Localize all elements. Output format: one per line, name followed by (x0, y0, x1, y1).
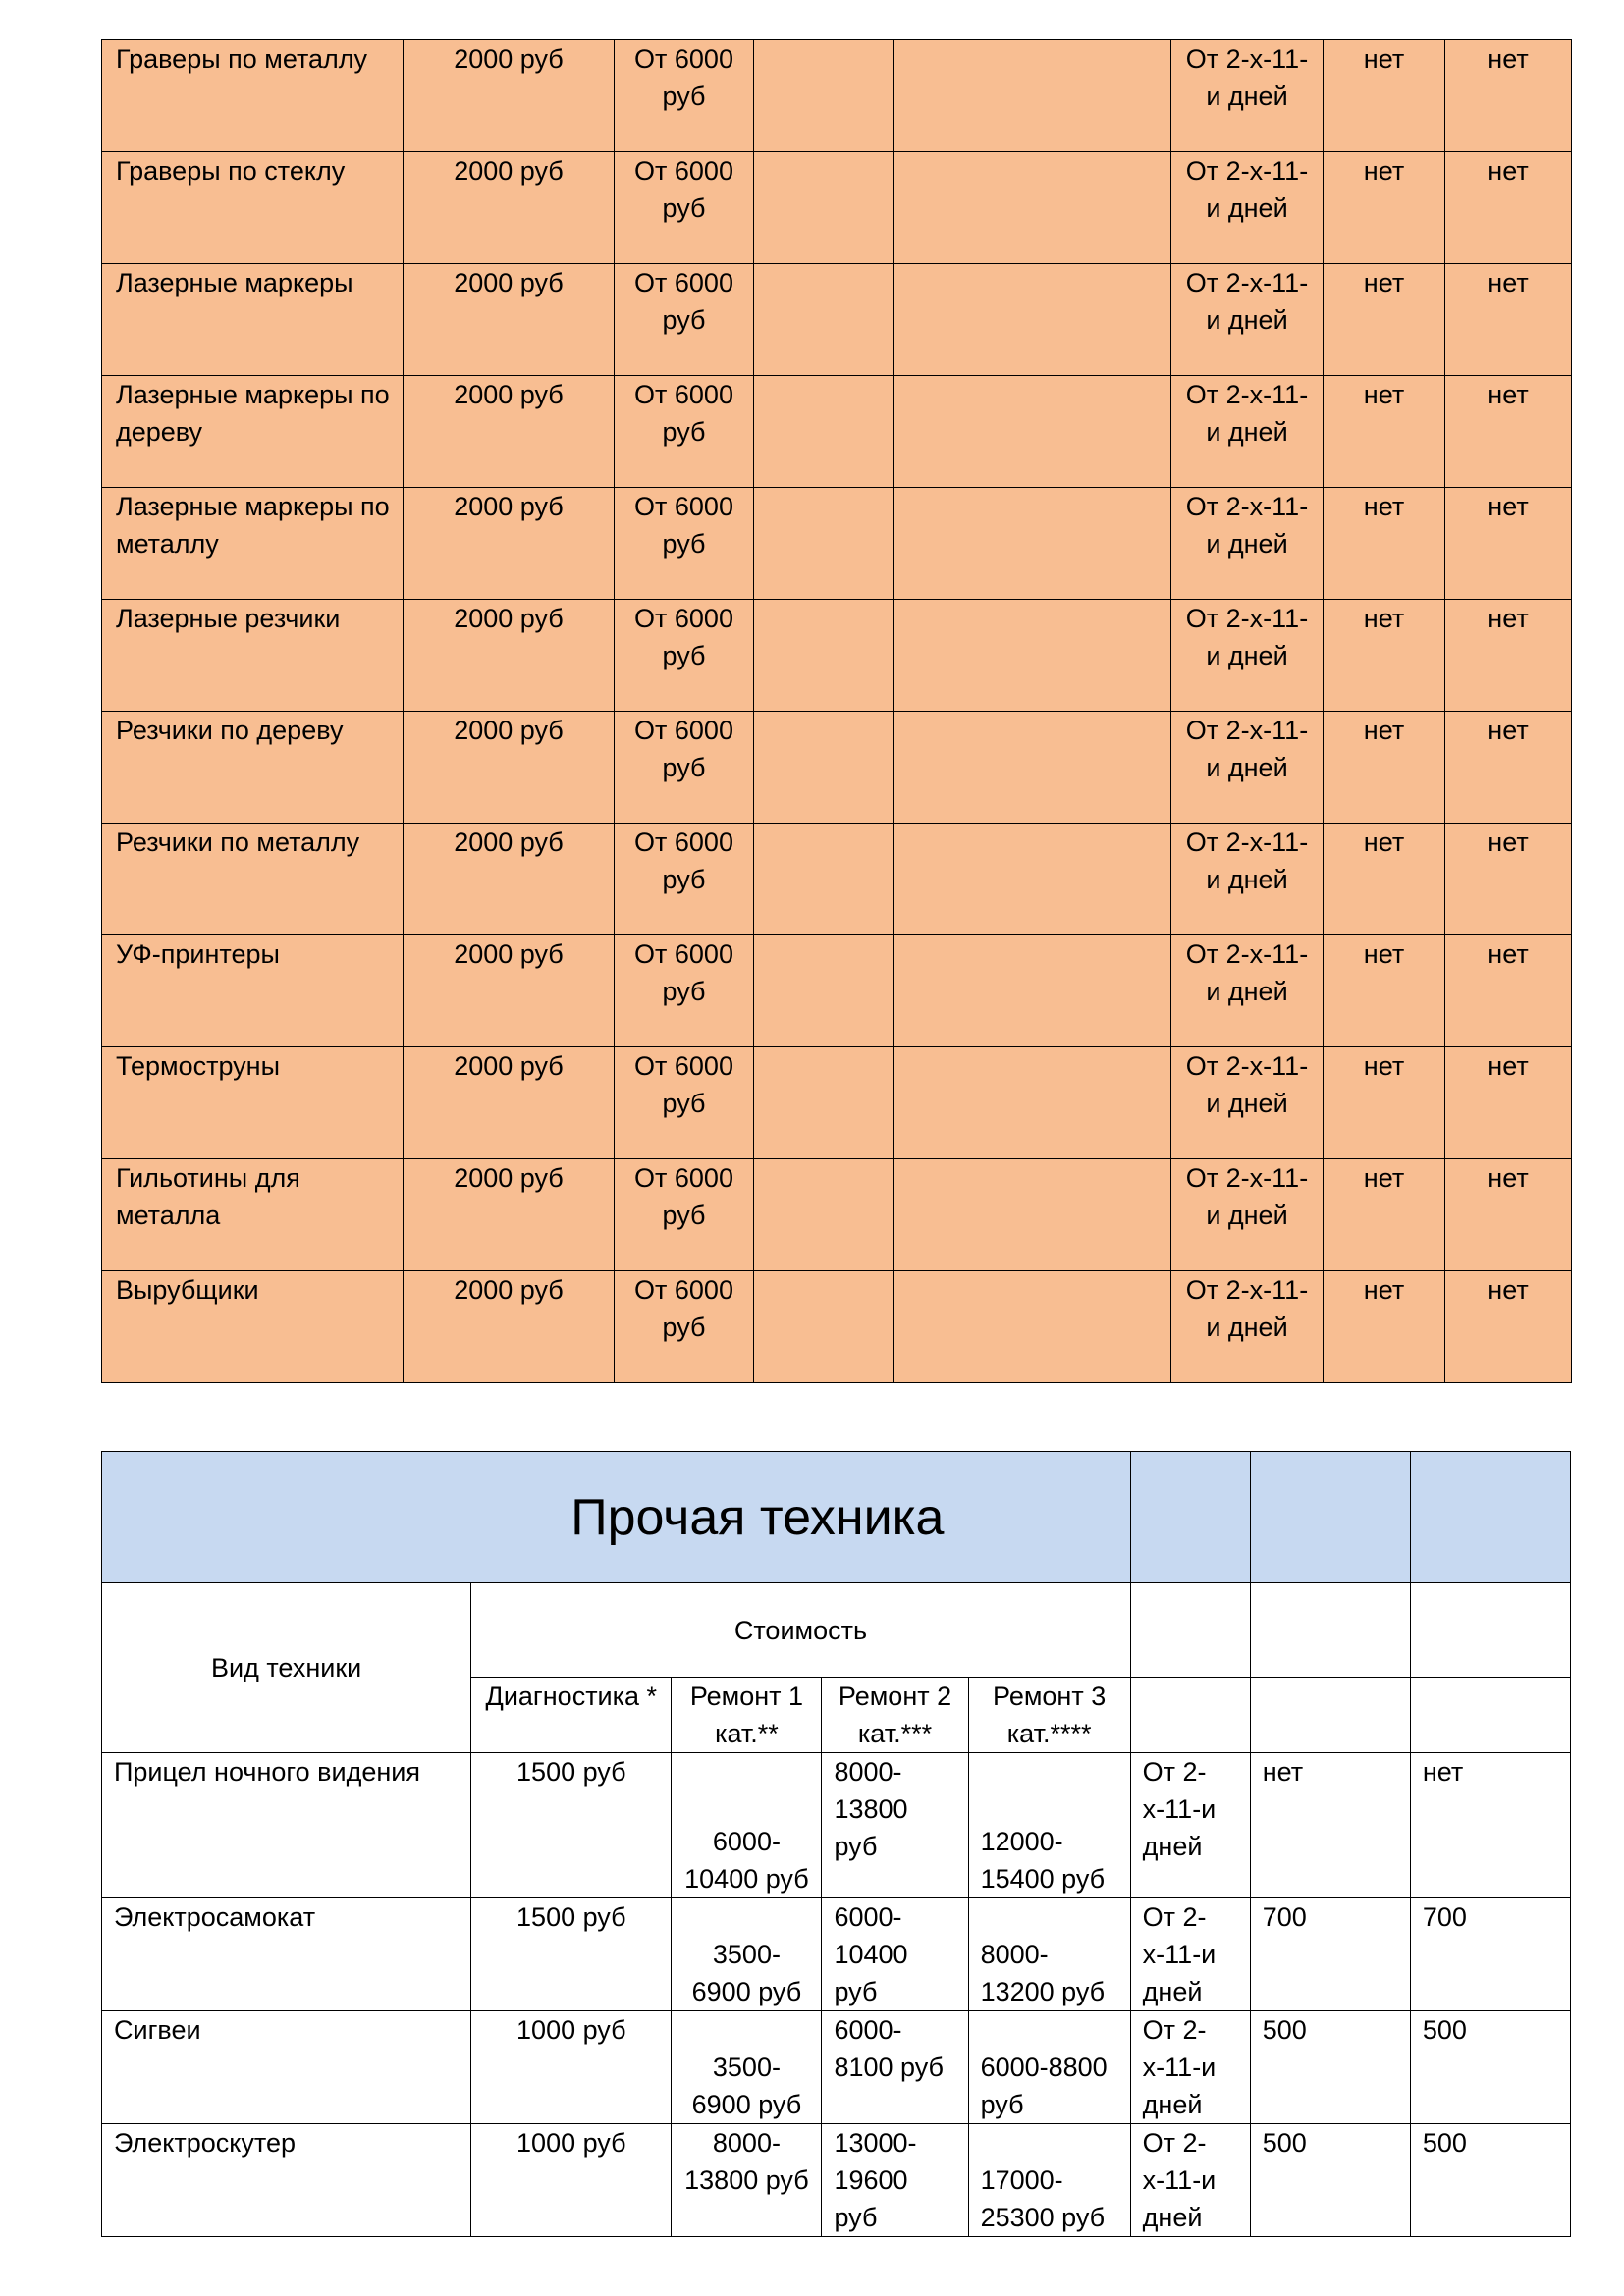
diagnostics-price: 1500 руб (471, 1753, 672, 1898)
repair-term: От 2-х-11-и дней (1130, 2011, 1250, 2124)
repair-1-price: От 6000 руб (615, 488, 754, 600)
repair-term: От 2-х-11-и дней (1171, 40, 1324, 152)
col-8-value: 500 (1250, 2124, 1410, 2237)
repair-1-price: 3500-6900 руб (672, 1898, 822, 2011)
row-name: Термоструны (102, 1047, 404, 1159)
repair-term: От 2-х-11-и дней (1130, 1898, 1250, 2011)
repair-2-price (754, 40, 894, 152)
col-8-value: нет (1324, 600, 1445, 712)
repair-3-price (894, 40, 1171, 152)
diagnostics-price: 2000 руб (404, 600, 615, 712)
row-name: Резчики по металлу (102, 824, 404, 935)
row-name: Электроскутер (102, 2124, 471, 2237)
repair-3-price: 17000-25300 руб (968, 2124, 1130, 2237)
repair-3-price (894, 1271, 1171, 1383)
repair-2-price: 8000-13800 руб (822, 1753, 968, 1898)
col-8-value: нет (1324, 1271, 1445, 1383)
col-9-value: 500 (1410, 2124, 1570, 2237)
col-header-repair-3: Ремонт 3 кат.**** (968, 1678, 1130, 1753)
col-9-value: нет (1445, 712, 1572, 824)
row-name: Лазерные маркеры по металлу (102, 488, 404, 600)
repair-2-price (754, 264, 894, 376)
col-8-value: нет (1324, 1047, 1445, 1159)
repair-term: От 2-х-11-и дней (1171, 1047, 1324, 1159)
row-name: Граверы по металлу (102, 40, 404, 152)
header-row (102, 1583, 1571, 1678)
col-header-cost: Стоимость (471, 1583, 1130, 1678)
col-8-value: 500 (1250, 2011, 1410, 2124)
col-9-value: нет (1445, 376, 1572, 488)
repair-3-price (894, 376, 1171, 488)
diagnostics-price: 2000 руб (404, 488, 615, 600)
equipment-price-table (101, 39, 1572, 1383)
repair-3-price (894, 488, 1171, 600)
table-row (102, 488, 1572, 600)
repair-2-price (754, 1271, 894, 1383)
col-header-diagnostics: Диагностика * (471, 1678, 672, 1753)
repair-3-price (894, 264, 1171, 376)
col-header-repair-1: Ремонт 1 кат.** (672, 1678, 822, 1753)
repair-3-price: 8000-13200 руб (968, 1898, 1130, 2011)
col-8-value: нет (1324, 1159, 1445, 1271)
repair-2-price: 6000-8100 руб (822, 2011, 968, 2124)
table-row (102, 1047, 1572, 1159)
col-8-value: нет (1324, 264, 1445, 376)
col-9-value: 700 (1410, 1898, 1570, 2011)
repair-1-price: От 6000 руб (615, 600, 754, 712)
table-row (102, 1271, 1572, 1383)
row-name: Прицел ночного видения (102, 1753, 471, 1898)
diagnostics-price: 2000 руб (404, 1271, 615, 1383)
table-row (102, 1753, 1571, 1898)
diagnostics-price: 2000 руб (404, 264, 615, 376)
repair-term: От 2-х-11-и дней (1130, 1753, 1250, 1898)
row-name: Сигвеи (102, 2011, 471, 2124)
repair-2-price (754, 1159, 894, 1271)
repair-2-price (754, 824, 894, 935)
col-9-value: нет (1445, 600, 1572, 712)
repair-term: От 2-х-11-и дней (1171, 488, 1324, 600)
table-row (102, 2124, 1571, 2237)
table-row (102, 376, 1572, 488)
repair-term: От 2-х-11-и дней (1171, 712, 1324, 824)
repair-2-price (754, 600, 894, 712)
col-9-value: нет (1445, 152, 1572, 264)
col-9-value: нет (1445, 264, 1572, 376)
repair-1-price: От 6000 руб (615, 824, 754, 935)
repair-3-price (894, 152, 1171, 264)
col-8-value: нет (1324, 40, 1445, 152)
repair-term: От 2-х-11-и дней (1130, 2124, 1250, 2237)
repair-2-price (754, 935, 894, 1047)
col-9-value: нет (1445, 935, 1572, 1047)
repair-1-price: От 6000 руб (615, 1271, 754, 1383)
table-row (102, 40, 1572, 152)
col-9-value: нет (1445, 488, 1572, 600)
row-name: Лазерные маркеры (102, 264, 404, 376)
row-name: УФ-принтеры (102, 935, 404, 1047)
repair-term: От 2-х-11-и дней (1171, 264, 1324, 376)
repair-2-price (754, 1047, 894, 1159)
row-name: Гильотины для металла (102, 1159, 404, 1271)
repair-1-price: 3500-6900 руб (672, 2011, 822, 2124)
col-8-value: нет (1324, 824, 1445, 935)
diagnostics-price: 2000 руб (404, 935, 615, 1047)
repair-3-price (894, 600, 1171, 712)
repair-3-price: 6000-8800 руб (968, 2011, 1130, 2124)
repair-term: От 2-х-11-и дней (1171, 1159, 1324, 1271)
repair-term: От 2-х-11-и дней (1171, 824, 1324, 935)
col-8-value: нет (1324, 152, 1445, 264)
col-8-value: нет (1324, 376, 1445, 488)
table-title-row (102, 1452, 1571, 1583)
diagnostics-price: 1500 руб (471, 1898, 672, 2011)
row-name: Вырубщики (102, 1271, 404, 1383)
repair-1-price: От 6000 руб (615, 1047, 754, 1159)
repair-term: От 2-х-11-и дней (1171, 376, 1324, 488)
table-row (102, 1159, 1572, 1271)
repair-2-price: 6000-10400 руб (822, 1898, 968, 2011)
diagnostics-price: 1000 руб (471, 2124, 672, 2237)
table-row (102, 1898, 1571, 2011)
row-name: Граверы по стеклу (102, 152, 404, 264)
row-name: Электросамокат (102, 1898, 471, 2011)
repair-2-price: 13000-19600 руб (822, 2124, 968, 2237)
row-name: Лазерные резчики (102, 600, 404, 712)
table-row (102, 264, 1572, 376)
repair-3-price (894, 1159, 1171, 1271)
diagnostics-price: 2000 руб (404, 1047, 615, 1159)
col-9-value: нет (1445, 40, 1572, 152)
row-name: Резчики по дереву (102, 712, 404, 824)
repair-3-price (894, 1047, 1171, 1159)
col-header-type: Вид техники (102, 1583, 471, 1753)
repair-1-price: 6000-10400 руб (672, 1753, 822, 1898)
repair-1-price: От 6000 руб (615, 152, 754, 264)
col-8-value: нет (1324, 935, 1445, 1047)
repair-1-price: От 6000 руб (615, 712, 754, 824)
col-8-value: 700 (1250, 1898, 1410, 2011)
diagnostics-price: 2000 руб (404, 152, 615, 264)
diagnostics-price: 2000 руб (404, 40, 615, 152)
repair-term: От 2-х-11-и дней (1171, 935, 1324, 1047)
table-row (102, 600, 1572, 712)
table-row (102, 935, 1572, 1047)
repair-3-price (894, 712, 1171, 824)
other-equipment-table (101, 1451, 1571, 2237)
repair-1-price: От 6000 руб (615, 1159, 754, 1271)
repair-3-price: 12000-15400 руб (968, 1753, 1130, 1898)
diagnostics-price: 2000 руб (404, 712, 615, 824)
repair-term: От 2-х-11-и дней (1171, 1271, 1324, 1383)
table-row (102, 152, 1572, 264)
repair-2-price (754, 712, 894, 824)
repair-2-price (754, 488, 894, 600)
table-row (102, 824, 1572, 935)
diagnostics-price: 1000 руб (471, 2011, 672, 2124)
col-9-value: нет (1445, 824, 1572, 935)
repair-3-price (894, 824, 1171, 935)
col-9-value: 500 (1410, 2011, 1570, 2124)
row-name: Лазерные маркеры по дереву (102, 376, 404, 488)
section-title: Прочая техника (102, 1452, 1131, 1583)
repair-1-price: От 6000 руб (615, 264, 754, 376)
repair-3-price (894, 935, 1171, 1047)
col-8-value: нет (1250, 1753, 1410, 1898)
repair-1-price: От 6000 руб (615, 40, 754, 152)
repair-term: От 2-х-11-и дней (1171, 600, 1324, 712)
repair-1-price: 8000-13800 руб (672, 2124, 822, 2237)
table-row (102, 2011, 1571, 2124)
repair-2-price (754, 376, 894, 488)
diagnostics-price: 2000 руб (404, 376, 615, 488)
col-9-value: нет (1445, 1047, 1572, 1159)
diagnostics-price: 2000 руб (404, 824, 615, 935)
repair-1-price: От 6000 руб (615, 935, 754, 1047)
repair-2-price (754, 152, 894, 264)
repair-1-price: От 6000 руб (615, 376, 754, 488)
diagnostics-price: 2000 руб (404, 1159, 615, 1271)
col-8-value: нет (1324, 712, 1445, 824)
col-header-repair-2: Ремонт 2 кат.*** (822, 1678, 968, 1753)
table-row (102, 712, 1572, 824)
col-9-value: нет (1445, 1271, 1572, 1383)
col-9-value: нет (1410, 1753, 1570, 1898)
repair-term: От 2-х-11-и дней (1171, 152, 1324, 264)
col-8-value: нет (1324, 488, 1445, 600)
col-9-value: нет (1445, 1159, 1572, 1271)
